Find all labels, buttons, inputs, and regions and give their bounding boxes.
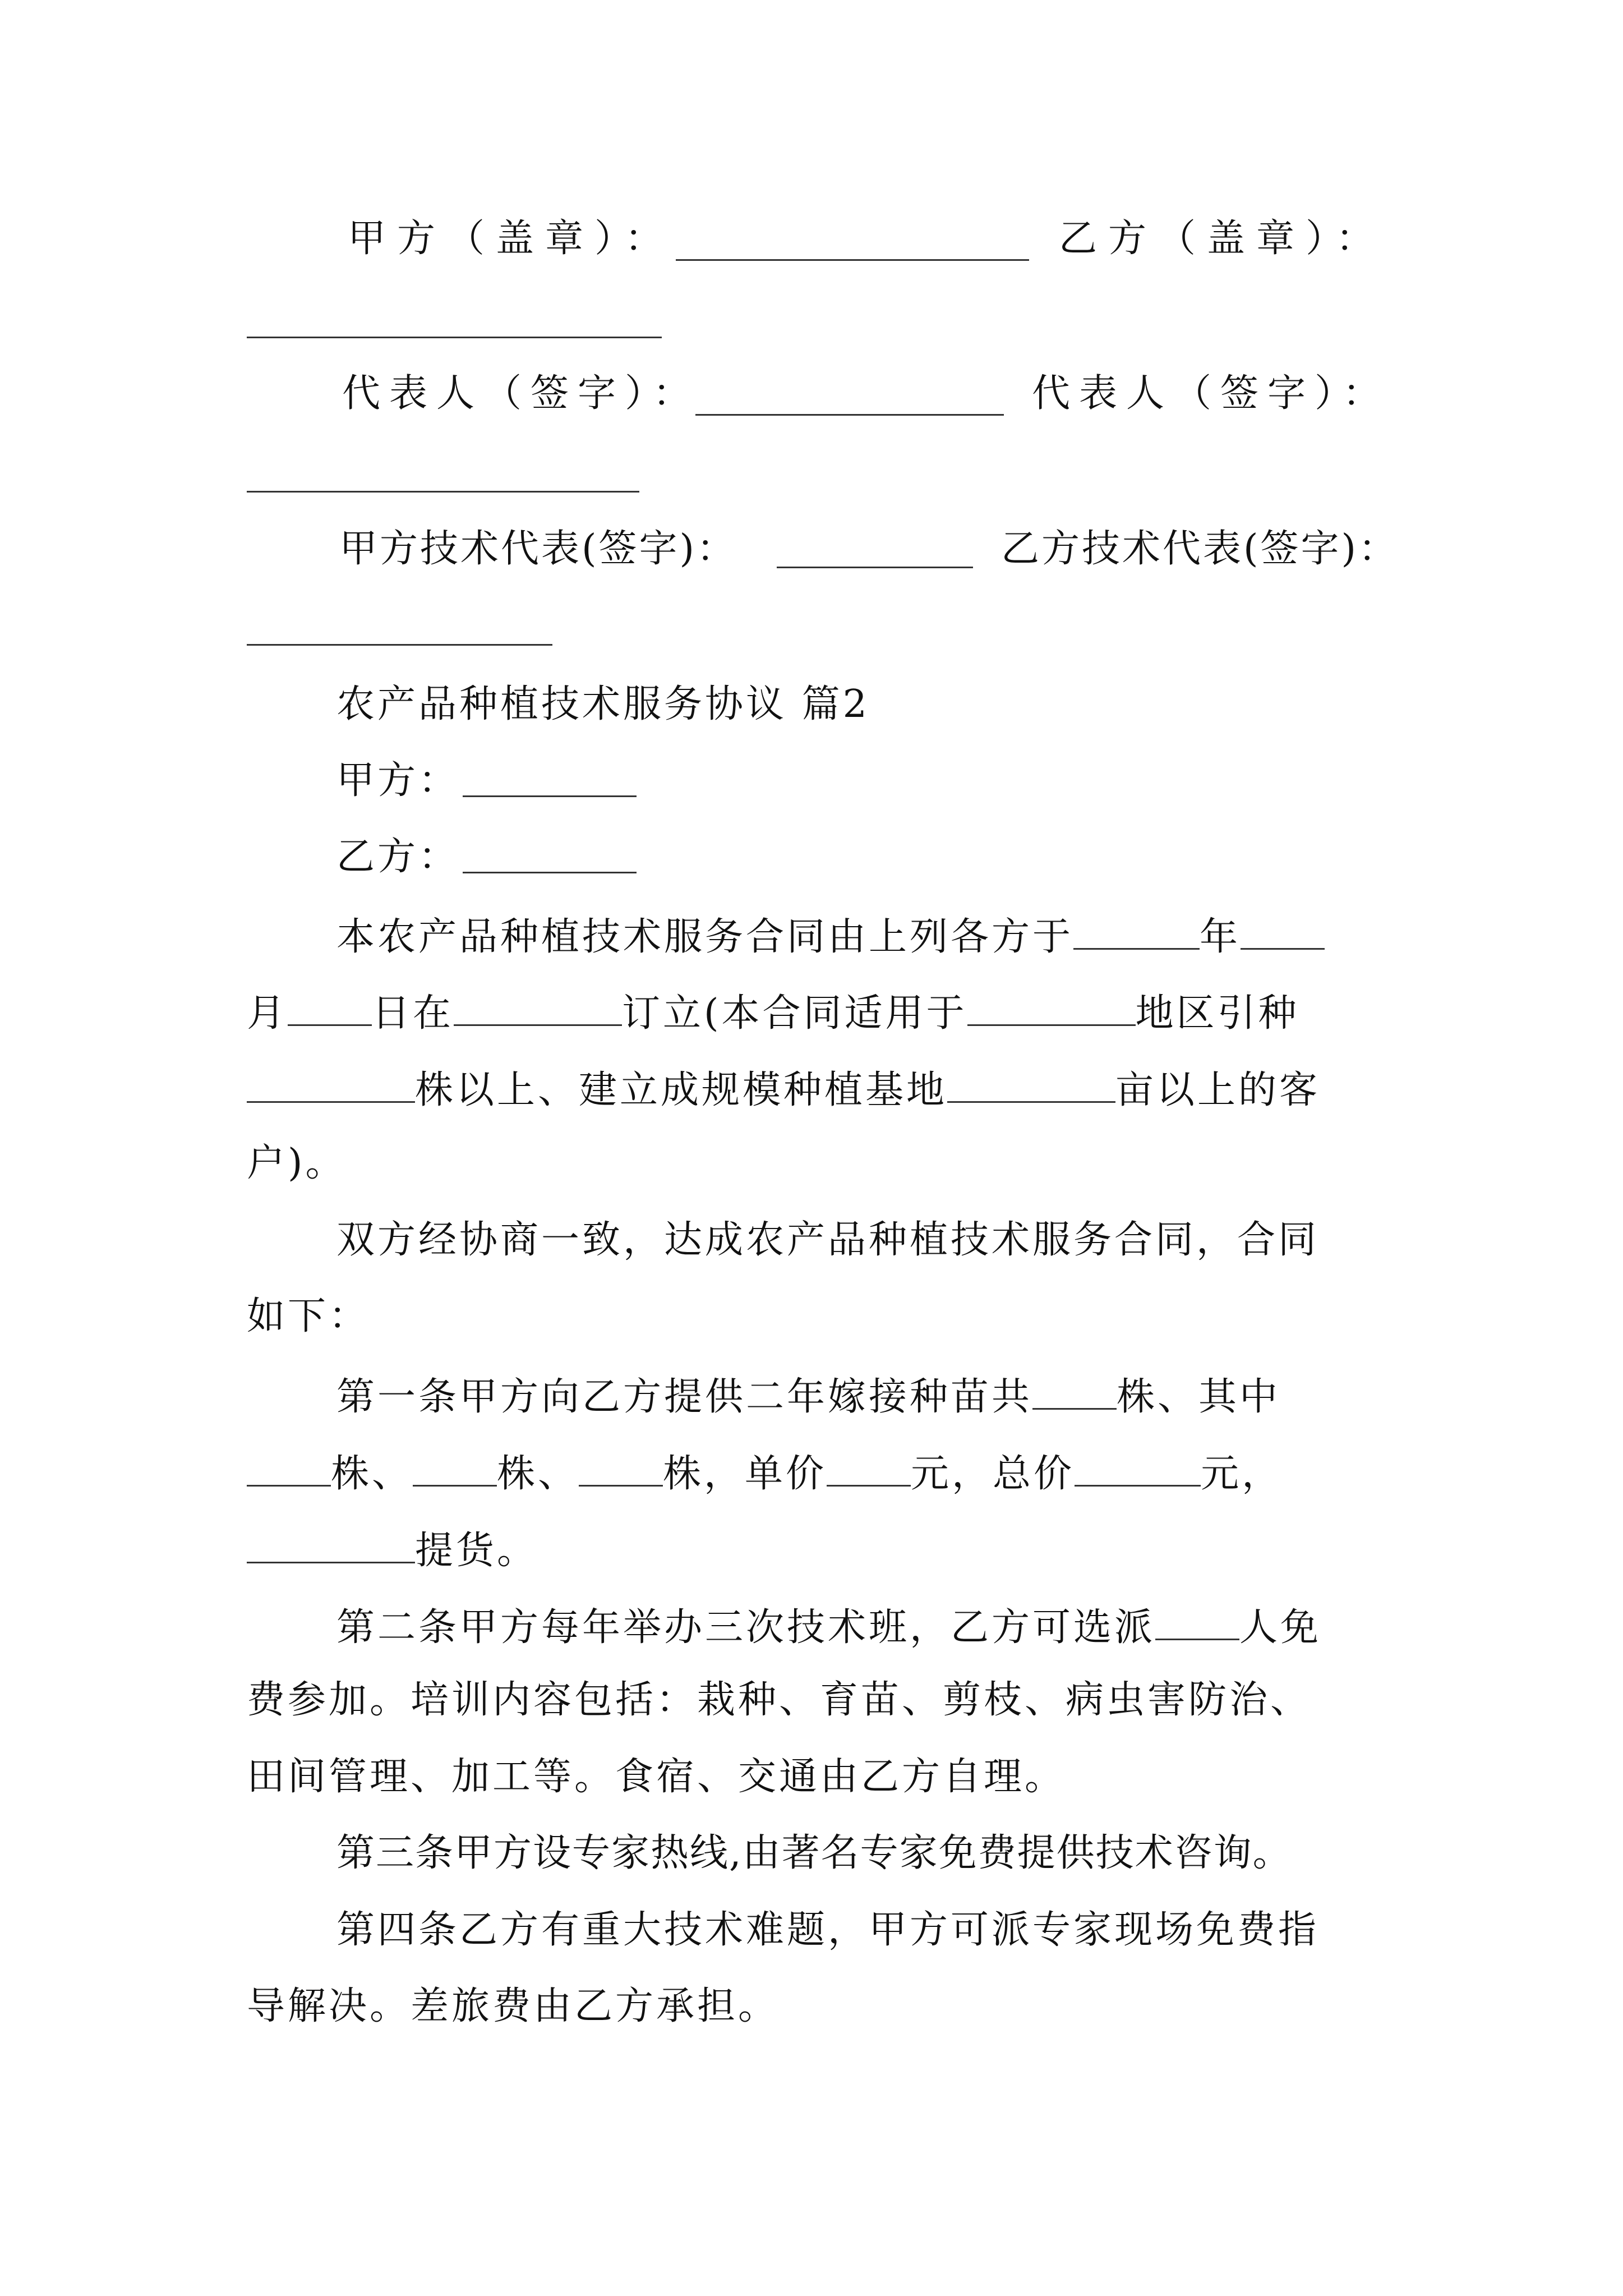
party-a-seal-label: 甲方（盖章）： xyxy=(348,217,675,261)
article-1-line-3: 提货。 xyxy=(247,1528,538,1570)
section-title: 农产品种植技术服务协议 篇2 xyxy=(336,682,870,726)
tech-a-line xyxy=(339,527,737,571)
unit-price-blank xyxy=(827,1451,911,1487)
intro-line-1: 本农产品种植技术服务合同由上列各方于 年 xyxy=(336,914,1325,956)
consensus-line-1: 双方经协商一致，达成农产品种植技术服务合同，合同 xyxy=(336,1218,1320,1262)
rep-b-line xyxy=(1032,371,1390,416)
party-a-seal-line xyxy=(348,217,675,261)
article-3-line: 第三条甲方设专家热线,由著名专家免费提供技术咨询。 xyxy=(336,1831,1292,1875)
variety-1-blank xyxy=(247,1451,331,1487)
party-b-blank xyxy=(463,872,637,873)
tech-a-blank xyxy=(777,567,973,568)
pickup-blank xyxy=(247,1528,415,1563)
intro-line-2: 月 日在 订立(本合同适用于 地区引种 xyxy=(247,991,1299,1036)
party-b-seal-line xyxy=(1059,217,1386,261)
article-2-line-3: 田间管理、加工等。食宿、交通由乙方自理。 xyxy=(247,1755,1066,1799)
day-blank xyxy=(288,991,372,1026)
tech-a-label: 甲方技术代表(签字)： xyxy=(339,527,737,571)
variety-3-blank xyxy=(579,1451,663,1487)
party-a-blank xyxy=(463,795,637,797)
article-1-line-1: 第一条甲方向乙方提供二年嫁接种苗共 株、其中 xyxy=(336,1375,1281,1419)
rep-a-label: 代表人（签字）： xyxy=(342,371,700,416)
acre-blank xyxy=(947,1068,1115,1103)
attendees-blank xyxy=(1155,1605,1239,1640)
place-blank xyxy=(454,991,622,1026)
total-price-blank xyxy=(1075,1451,1201,1487)
region-blank xyxy=(967,991,1136,1026)
year-blank xyxy=(1073,914,1200,950)
article-2-line-2: 费参加。培训内容包括：栽种、育苗、剪枝、病虫害防治、 xyxy=(247,1678,1312,1722)
tech-b-blank xyxy=(247,644,552,646)
article-2-line-1: 第二条甲方每年举办三次技术班，乙方可选派 人免 xyxy=(336,1605,1322,1650)
intro-line-4: 户)。 xyxy=(247,1141,347,1185)
party-b-line: 乙方： xyxy=(336,835,460,879)
seedling-total-blank xyxy=(1032,1374,1117,1410)
tech-b-line xyxy=(1001,527,1399,571)
intro-line-3: 株以上、建立成规模种植基地 亩以上的客 xyxy=(247,1068,1320,1110)
rep-b-label: 代表人（签字）： xyxy=(1032,371,1390,416)
month-blank xyxy=(1241,914,1325,950)
consensus-line-2: 如下： xyxy=(247,1294,370,1338)
plant-count-blank xyxy=(247,1068,415,1103)
party-a-seal-blank xyxy=(676,259,1029,261)
article-4-line-1: 第四条乙方有重大技术难题，甲方可派专家现场免费指 xyxy=(336,1908,1320,1952)
rep-a-blank xyxy=(695,414,1004,416)
rep-a-line xyxy=(342,371,700,416)
party-a-line: 甲方： xyxy=(336,758,460,803)
article-1-line-2: 株、 株、 株，单价 元，总价 元， xyxy=(247,1451,1283,1493)
variety-2-blank xyxy=(413,1451,497,1487)
article-4-line-2: 导解决。差旅费由乙方承担。 xyxy=(247,1984,780,2028)
party-b-seal-blank xyxy=(247,337,662,338)
party-b-seal-label: 乙方（盖章）： xyxy=(1059,217,1386,261)
tech-b-label: 乙方技术代表(签字)： xyxy=(1001,527,1399,571)
rep-b-blank xyxy=(247,491,639,493)
